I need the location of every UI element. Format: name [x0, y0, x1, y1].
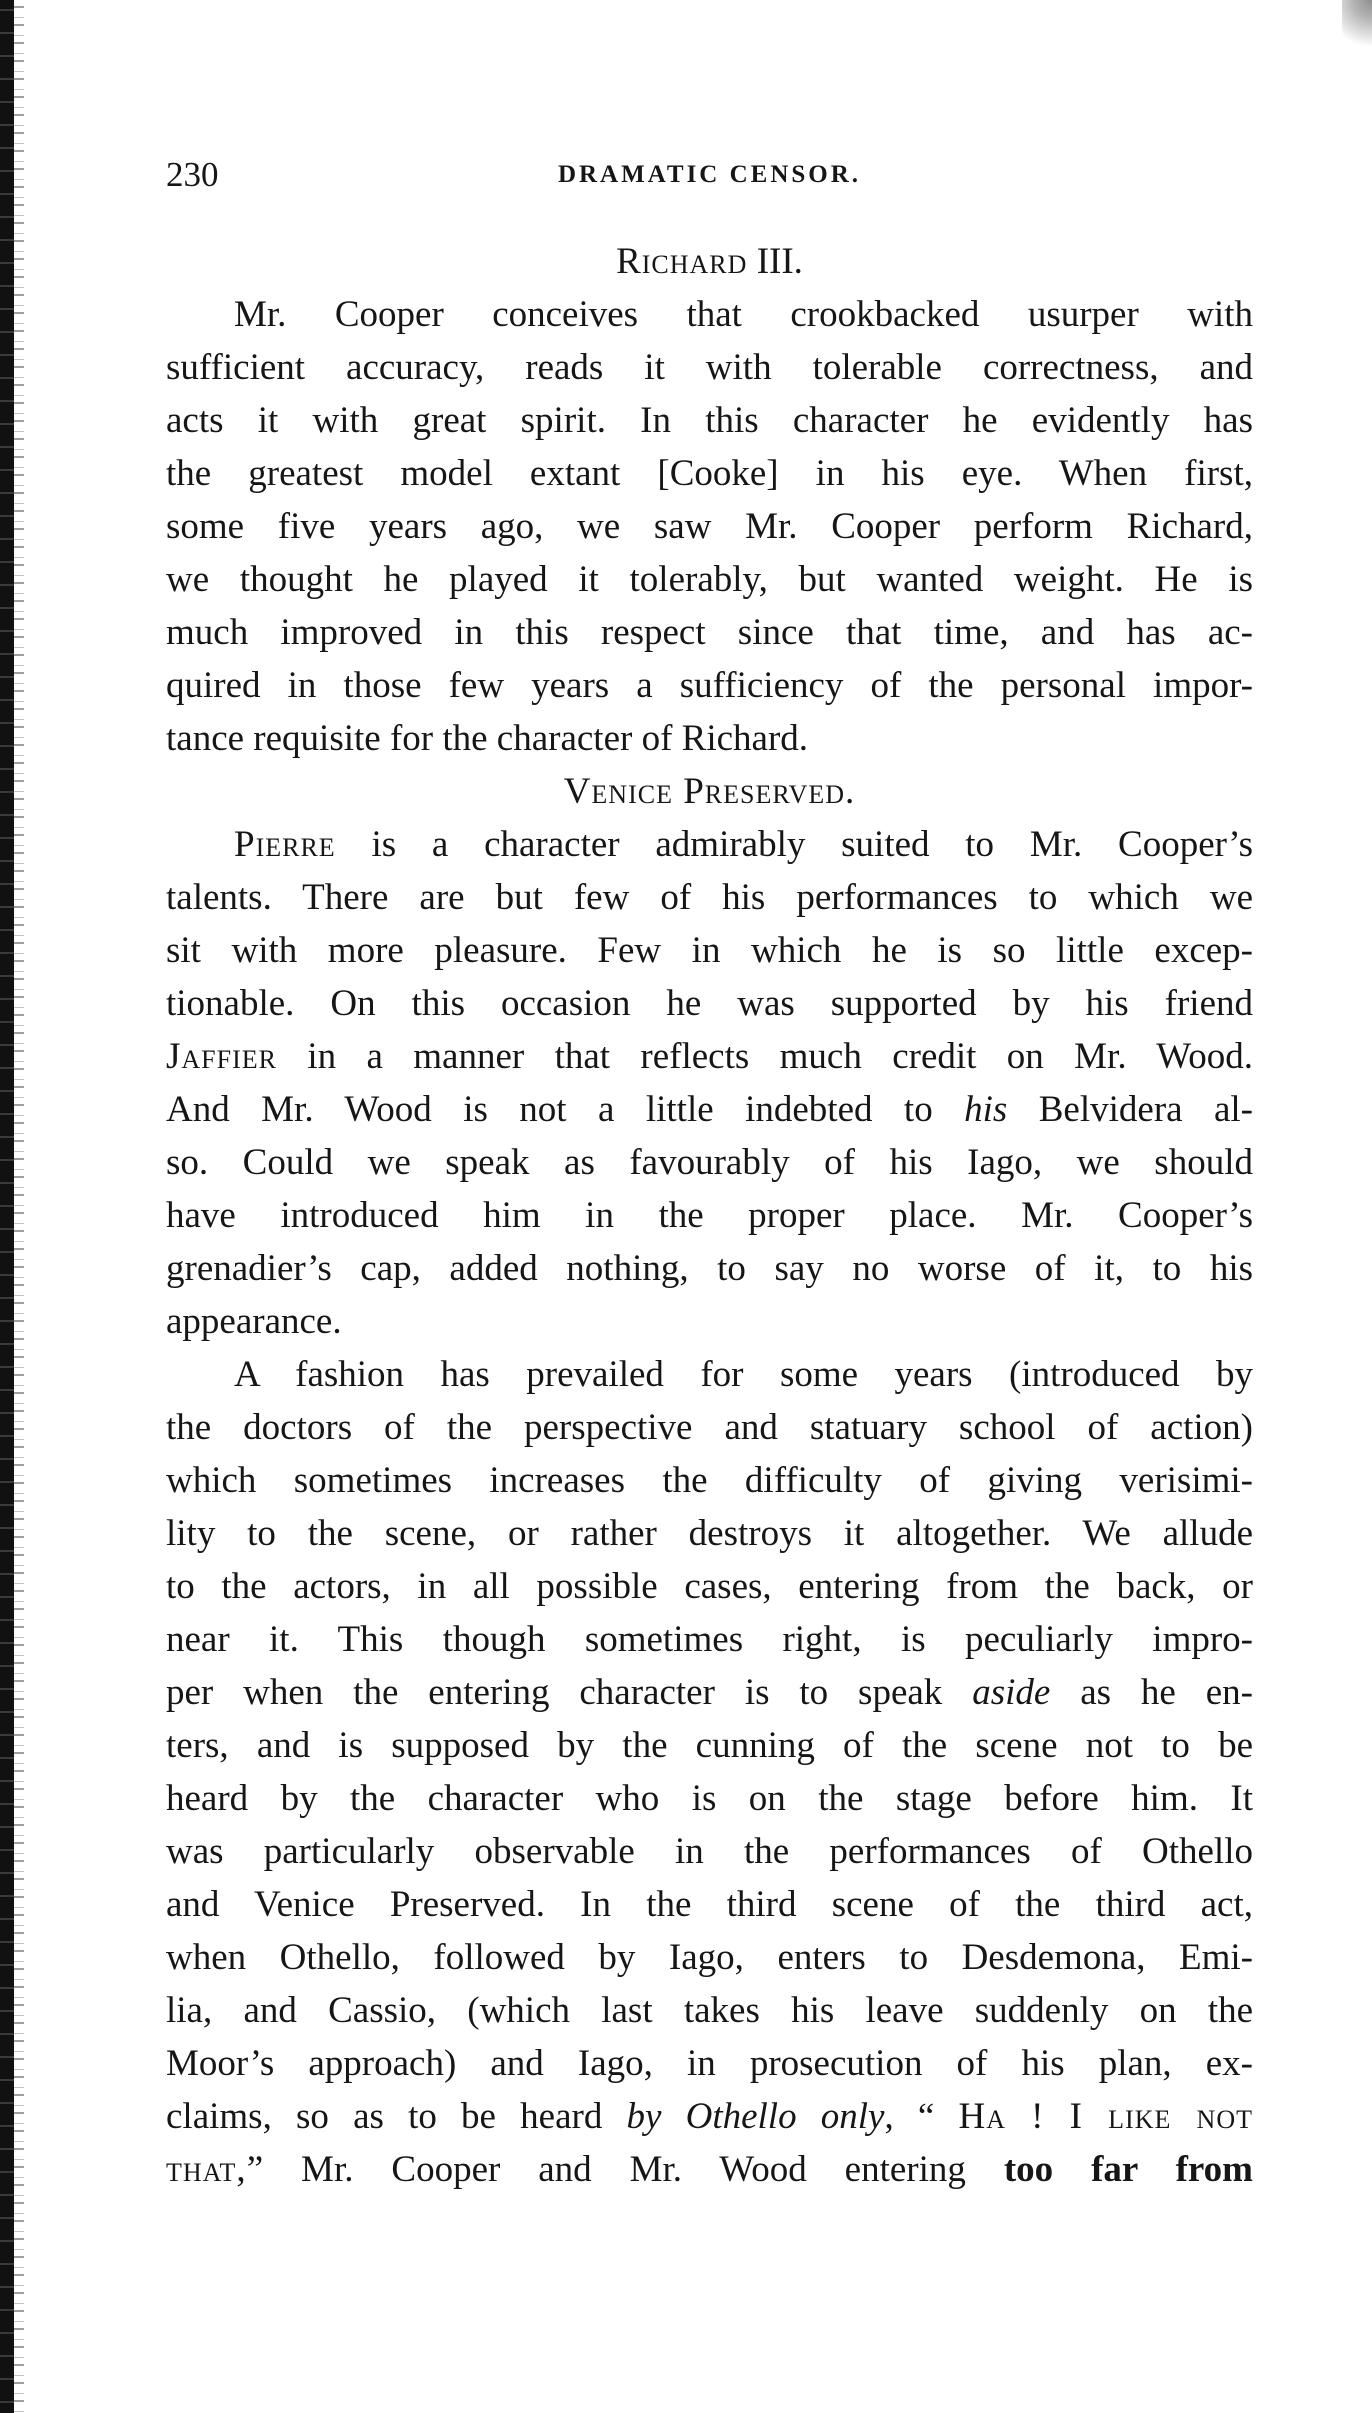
section-heading — [166, 235, 1253, 288]
scan-edge-noise — [14, 0, 24, 2413]
text-line — [166, 977, 1253, 1030]
text-line — [166, 1136, 1253, 1189]
text-line — [166, 1984, 1253, 2037]
text-segment: was particularly observable in the performances of Othello — [166, 1831, 1253, 1872]
text-segment: is a character admirably suited to Mr. Cooper’s — [335, 824, 1253, 865]
text-segment: as he en- — [1050, 1672, 1253, 1713]
text-line — [166, 500, 1253, 553]
text-segment: tance requisite for the character of Richard. — [166, 718, 809, 759]
text-line — [166, 394, 1253, 447]
text-line — [166, 553, 1253, 606]
text-segment: to the actors, in all possible cases, entering from the back, or — [166, 1566, 1253, 1607]
text-segment: III. — [747, 241, 803, 282]
text-segment: acts it with great spirit. In this character he evidently has — [166, 400, 1253, 441]
text-segment: that, — [166, 2149, 247, 2190]
text-segment: we thought he played it tolerably, but wanted weight. He is — [166, 559, 1253, 600]
text-line — [166, 1295, 1253, 1348]
text-line — [166, 2037, 1253, 2090]
text-line — [166, 1613, 1253, 1666]
running-title: DRAMATIC CENSOR. — [557, 161, 862, 188]
text-segment: ters, and is supposed by the cunning of the scene not to be — [166, 1725, 1253, 1766]
section-heading — [166, 765, 1253, 818]
text-line — [166, 1083, 1253, 1136]
text-line — [166, 1454, 1253, 1507]
text-segment: in a manner that reflects much credit on Mr. Wood. — [276, 1036, 1253, 1077]
text-segment: which sometimes increases the difficulty of giving verisimi- — [166, 1460, 1253, 1501]
text-segment: , “ — [884, 2096, 959, 2137]
text-segment: per when the entering character is to speak — [166, 1672, 973, 1713]
text-line — [166, 659, 1253, 712]
text-segment: Venice Preserved. — [563, 771, 856, 812]
text-line — [166, 712, 1253, 765]
scan-corner-smudge — [1342, 0, 1372, 60]
text-line — [166, 341, 1253, 394]
text-segment: near it. This though sometimes right, is peculiarly impro- — [166, 1619, 1253, 1660]
text-segment: ” Mr. Cooper and Mr. Wood entering — [246, 2149, 1004, 2190]
text-segment: have introduced him in the proper place. Mr. Cooper’s — [166, 1195, 1253, 1236]
text-segment: so. Could we speak as favourably of his Iago, we should — [166, 1142, 1253, 1183]
text-line — [166, 1772, 1253, 1825]
text-line — [166, 1507, 1253, 1560]
page-header — [166, 155, 1253, 199]
text-segment: Jaffier — [166, 1036, 277, 1077]
text-segment: lity to the scene, or rather destroys it altogether. We allude — [166, 1513, 1253, 1554]
text-segment: grenadier’s cap, added nothing, to say no worse of it, to his — [166, 1248, 1253, 1289]
page-body — [166, 235, 1253, 2196]
text-segment: lia, and Cassio, (which last takes his leave suddenly on the — [166, 1990, 1253, 2031]
text-segment: the greatest model extant [Cooke] in his eye. When first, — [166, 453, 1253, 494]
scan-binding-edge — [0, 0, 14, 2413]
text-line — [166, 447, 1253, 500]
text-line — [166, 1242, 1253, 1295]
text-segment: claims, so as to be heard — [166, 2096, 627, 2137]
text-segment: quired in those few years a sufficiency of the personal impor- — [166, 665, 1253, 706]
text-segment: some five years ago, we saw Mr. Cooper perform Richard, — [166, 506, 1253, 547]
text-line — [166, 1401, 1253, 1454]
text-segment: heard by the character who is on the stage before him. It — [166, 1778, 1253, 1819]
text-line — [166, 871, 1253, 924]
text-line — [166, 1878, 1253, 1931]
text-segment: too far from — [1003, 2149, 1253, 2190]
text-line — [166, 1719, 1253, 1772]
text-line — [166, 2090, 1253, 2143]
text-segment: Ha ! I like not — [958, 2096, 1253, 2137]
text-segment: aside — [972, 1672, 1051, 1713]
text-line — [166, 1931, 1253, 1984]
text-segment: sit with more pleasure. Few in which he is so little excep- — [166, 930, 1253, 971]
text-segment: Moor’s approach) and Iago, in prosecution of his plan, ex- — [166, 2043, 1253, 2084]
text-segment: the doctors of the perspective and statuary school of action) — [166, 1407, 1253, 1448]
text-line — [166, 288, 1253, 341]
text-segment: and Venice Preserved. In the third scene of the third act, — [166, 1884, 1253, 1925]
text-line — [166, 606, 1253, 659]
text-segment: his — [964, 1089, 1008, 1130]
text-line — [166, 1825, 1253, 1878]
text-line — [166, 1560, 1253, 1613]
text-segment: by Othello only — [626, 2096, 885, 2137]
text-line — [166, 924, 1253, 977]
text-segment: Belvidera al- — [1007, 1089, 1254, 1130]
page-number: 230 — [166, 155, 219, 194]
text-segment: talents. There are but few of his performances to which we — [166, 877, 1253, 918]
text-segment: And Mr. Wood is not a little indebted to — [166, 1089, 965, 1130]
text-segment: A fashion has prevailed for some years (introduced by — [234, 1354, 1253, 1395]
text-line — [166, 818, 1253, 871]
text-line — [166, 1030, 1253, 1083]
text-line — [166, 1666, 1253, 1719]
text-line — [166, 1348, 1253, 1401]
text-segment: appearance. — [166, 1301, 342, 1342]
text-segment: when Othello, followed by Iago, enters to Desdemona, Emi- — [166, 1937, 1253, 1978]
text-segment: Richard — [616, 241, 748, 282]
text-line — [166, 2143, 1253, 2196]
text-segment: tionable. On this occasion he was supported by his friend — [166, 983, 1253, 1024]
text-segment: sufficient accuracy, reads it with tolerable correctness, and — [166, 347, 1253, 388]
text-segment: much improved in this respect since that time, and has ac- — [166, 612, 1253, 653]
text-segment: Mr. Cooper conceives that crookbacked usurper with — [234, 294, 1253, 335]
text-segment: Pierre — [234, 824, 336, 865]
text-line — [166, 1189, 1253, 1242]
